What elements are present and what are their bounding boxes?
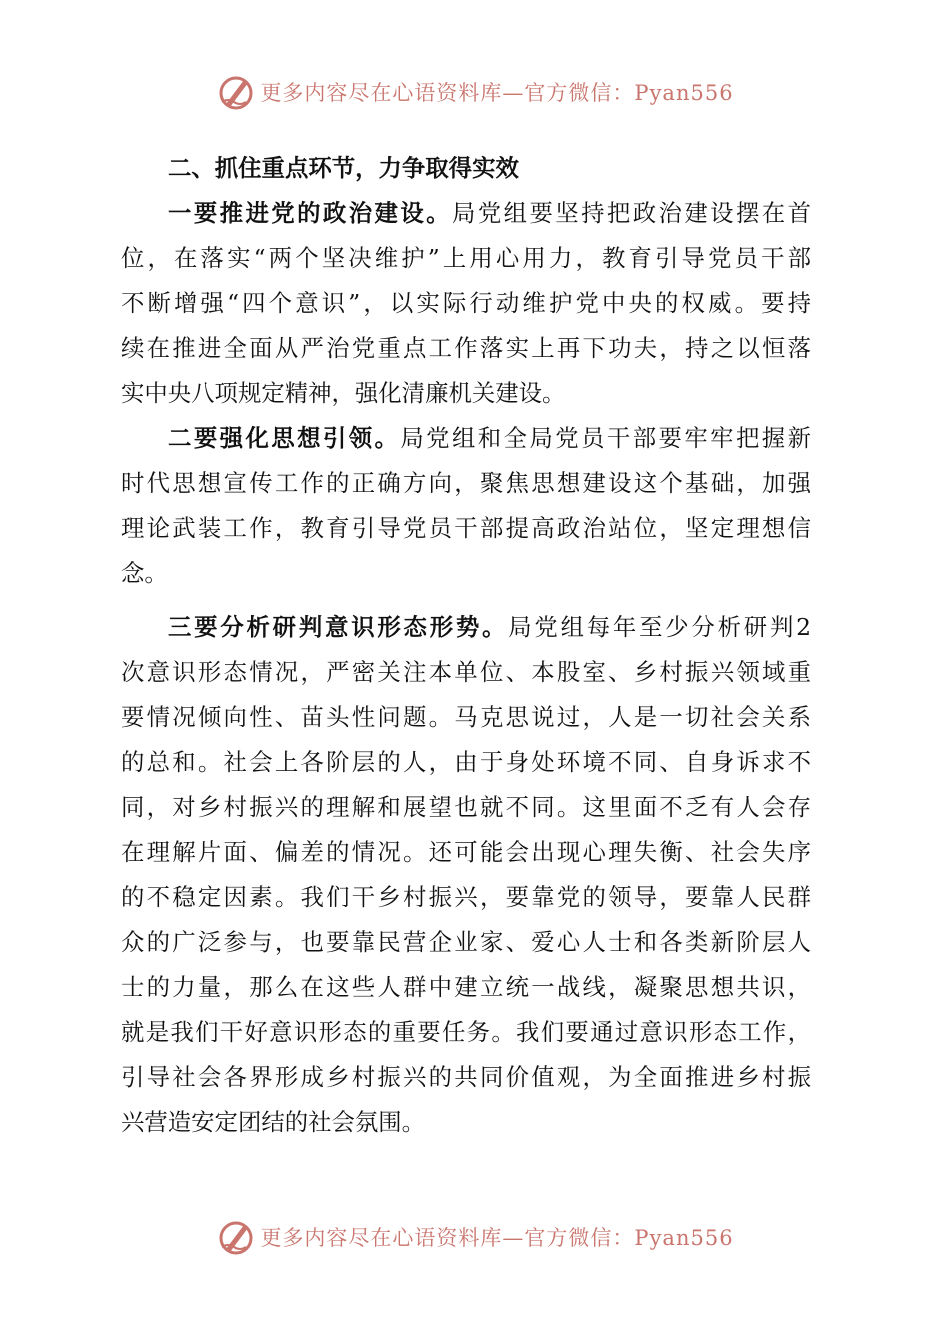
paragraph-3-lead: 三要分析研判意识形态形势。 [168,613,509,641]
paragraph-1-text: 局党组要坚持把政治建设摆在首 [452,199,812,227]
paragraph-3-line: 的不稳定因素。我们干乡村振兴，要靠党的领导，要靠人民群 [121,883,811,911]
paragraph-1-lead: 一要推进党的政治建设。 [168,199,452,227]
paragraph-3-line-1 [121,605,811,650]
paragraph-3-line: 士的力量，那么在这些人群中建立统一战线，凝聚思想共识， [121,973,811,1001]
pen-logo-icon [216,72,256,112]
paragraph-3-line: 同，对乡村振兴的理解和展望也就不同。这里面不乏有人会存 [121,793,811,821]
watermark-footer [0,1215,950,1259]
paragraph-3-line: 要情况倾向性、苗头性问题。马克思说过，人是一切社会关系 [121,703,811,731]
paragraph-3-line: 引导社会各界形成乡村振兴的共同价值观，为全面推进乡村振 [121,1063,811,1091]
paragraph-3-text: 局党组每年至少分析研判2 [508,613,811,641]
paragraph-2-lead: 二要强化思想引领。 [168,424,401,452]
paragraph-3-line: 兴营造安定团结的社会氛围。 [121,1108,426,1136]
paragraph-1-line: 续在推进全面从严治党重点工作落实上再下功夫，持之以恒落 [121,334,811,362]
document-body [121,146,811,1145]
watermark-text: 更多内容尽在心语资料库—官方微信：Pyan556 [260,81,734,105]
paragraph-3-line: 的总和。社会上各阶层的人，由于身处环境不同、自身诉求不 [121,748,811,776]
paragraph-2-line: 念。 [121,559,168,587]
paragraph-gap [121,596,811,605]
paragraph-2-text: 局党组和全局党员干部要牢牢把握新 [400,424,812,452]
paragraph-2-line: 理论武装工作，教育引导党员干部提高政治站位，坚定理想信 [121,514,811,542]
watermark-header [0,70,950,114]
paragraph-1-line: 不断增强“四个意识”，以实际行动维护党中央的权威。要持 [121,289,811,317]
paragraph-1-line-1 [121,191,811,236]
paragraph-3-line: 众的广泛参与，也要靠民营企业家、爱心人士和各类新阶层人 [121,928,811,956]
pen-logo-icon [216,1217,256,1257]
paragraph-1-line: 位，在落实“两个坚决维护”上用心用力，教育引导党员干部 [121,244,811,272]
watermark-text: 更多内容尽在心语资料库—官方微信：Pyan556 [260,1226,734,1250]
paragraph-2-line: 时代思想宣传工作的正确方向，聚焦思想建设这个基础，加强 [121,469,811,497]
paragraph-3-line: 在理解片面、偏差的情况。还可能会出现心理失衡、社会失序 [121,838,811,866]
paragraph-2-line-1 [121,416,811,461]
paragraph-3-line: 次意识形态情况，严密关注本单位、本股室、乡村振兴领域重 [121,658,811,686]
paragraph-3-line: 就是我们干好意识形态的重要任务。我们要通过意识形态工作， [121,1018,811,1046]
section-heading: 二、抓住重点环节，力争取得实效 [168,154,519,182]
paragraph-1-line: 实中央八项规定精神，强化清廉机关建设。 [121,379,566,407]
